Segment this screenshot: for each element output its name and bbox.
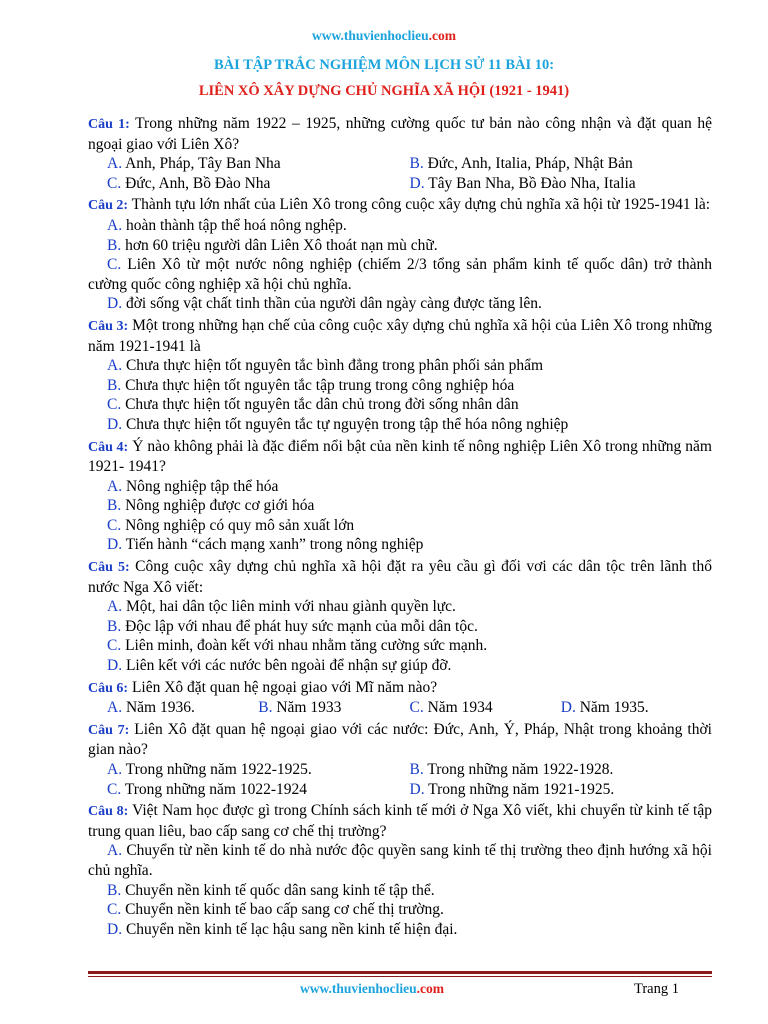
answer-text: Năm 1935. [575,699,649,717]
answer-grid [88,174,712,194]
answer-text: Nông nghiệp có quy mô sản xuất lớn [121,516,355,534]
answer-letter: B. [409,155,424,173]
question-8 [88,801,712,841]
answer-letter: C. [107,637,122,655]
question-text: Việt Nam học được gì trong Chính sách kinh tế mới ở Nga Xô viết, khi chuyển từ kinh tế tập trung quan liêu, bao cấp sang cơ chế thị trường? [88,802,712,840]
answer-option[interactable] [410,780,713,800]
answer-text: Độc lập với nhau để phát huy sức mạnh của mỗi dân tộc. [121,617,478,635]
answer-letter: A. [107,842,123,860]
answer-letter: D. [409,174,425,192]
answer-grid [88,154,712,174]
answer-text: Nông nghiệp được cơ giới hóa [121,497,315,515]
answer-letter: B. [107,236,122,254]
question-label: Câu 4: [88,439,129,455]
question-6 [88,678,712,699]
question-4 [88,437,712,477]
answer-option[interactable] [107,780,410,800]
answer-option[interactable] [410,760,713,780]
answer-grid [88,760,712,780]
answer-option[interactable] [88,516,712,536]
answer-text: Chuyển nền kinh tế lạc hậu sang nền kinh tế hiện đại. [122,920,458,938]
answer-text: Anh, Pháp, Tây Ban Nha [122,155,281,173]
answer-option[interactable] [410,174,713,194]
answer-letter: A. [107,357,123,375]
answer-option[interactable] [88,395,712,415]
answer-letter: B. [107,881,122,899]
answer-letter: B. [107,376,122,394]
question-label: Câu 7: [88,722,130,738]
answer-option[interactable] [88,841,712,880]
answer-text: Năm 1936. [122,699,195,717]
question-label: Câu 2: [88,198,129,214]
answer-letter: D. [107,920,123,938]
question-label: Câu 8: [88,804,129,820]
answer-letter: D. [107,415,123,433]
answer-text: Chưa thực hiện tốt nguyên tắc tự nguyện trong tập thể hóa nông nghiệp [122,415,569,433]
answer-option[interactable] [88,236,712,256]
page-number: Trang 1 [634,981,679,997]
answer-option[interactable] [88,496,712,516]
answer-option[interactable] [410,154,713,174]
footer-divider-thin [88,976,712,977]
answer-option[interactable] [88,881,712,901]
answer-option[interactable] [107,154,410,174]
answer-option[interactable] [88,617,712,637]
answer-option[interactable] [88,535,712,555]
answer-grid [88,698,712,718]
question-label: Câu 1: [88,117,130,132]
answer-option[interactable] [107,174,410,194]
header-site-link[interactable] [0,28,768,44]
question-text: Một trong những hạn chế của công cuộc xây dựng chủ nghĩa xã hội của Liên Xô trong những năm 1921-1941 là [88,316,712,355]
question-text: Thành tựu lớn nhất của Liên Xô trong công cuộc xây dựng chủ nghĩa xã hội từ 1925-1941 là: [128,196,711,214]
answer-text: Chưa thực hiện tốt nguyên tắc tập trung trong công nghiệp hóa [121,376,515,394]
answer-letter: A. [107,216,123,234]
answer-option[interactable] [88,415,712,435]
answer-option[interactable] [88,477,712,497]
site-name: www.thuvienhoclieu [311,28,429,43]
question-text: Công cuộc xây dựng chủ nghĩa xã hội đặt ra yêu cầu gì đối vơi các dân tộc trên lãnh thổ nước Nga Xô viết: [88,558,712,596]
answer-option[interactable] [88,255,712,294]
answer-option[interactable] [88,216,712,236]
question-1 [88,114,712,154]
answer-text: hoàn thành tập thể hoá nông nghệp. [122,216,347,234]
question-7 [88,720,712,760]
answer-text: đời sống vật chất tinh thần của người dân ngày càng được tăng lên. [122,295,542,313]
answer-text: Liên kết với các nước bên ngoài để nhận sự giúp đỡ. [122,657,452,675]
answer-text: Năm 1934 [423,699,493,717]
question-5 [88,557,712,597]
answer-text: Liên Xô từ một nước nông nghiệp (chiếm 2/3 tổng sản phẩm kinh tế quốc dân) trở thành cường quốc công nghiệp xã hội chủ nghĩa. [88,256,712,293]
question-text: Liên Xô đặt quan hệ ngoại giao với Mĩ năm nào? [128,678,438,696]
answer-letter: B. [107,497,122,515]
question-list [88,112,712,939]
answer-letter: A. [107,761,123,778]
answer-option[interactable] [258,698,409,718]
answer-letter: B. [258,699,273,717]
answer-letter: D. [560,699,576,717]
answer-option[interactable] [88,597,712,617]
question-label: Câu 6: [88,680,129,696]
answer-letter: C. [107,174,122,192]
answer-text: Chuyển nền kinh tế bao cấp sang cơ chế thị trường. [121,901,444,919]
answer-text: Tây Ban Nha, Bồ Đào Nha, Italia [424,174,636,192]
question-label: Câu 3: [88,318,129,334]
site-domain: .com [416,981,445,996]
answer-letter: C. [107,780,122,798]
answer-option[interactable] [561,698,712,718]
answer-text: Trong những năm 1921-1925. [424,780,615,798]
answer-text: Đức, Anh, Bồ Đào Nha [121,174,271,192]
answer-text: Tiến hành “cách mạng xanh” trong nông nghiệp [122,536,424,554]
answer-letter: C. [107,256,122,274]
answer-letter: C. [409,699,424,717]
answer-text: Liên minh, đoàn kết với nhau nhằm tăng cường sức mạnh. [121,637,488,655]
question-label: Câu 5: [88,560,130,576]
answer-letter: C. [107,901,122,919]
answer-grid [88,780,712,800]
answer-text: Trong những năm 1022-1924 [121,780,308,798]
answer-letter: C. [107,516,122,534]
answer-text: Một, hai dân tộc liên minh với nhau giành quyền lực. [122,598,456,616]
answer-text: Năm 1933 [272,699,342,717]
answer-option[interactable] [107,698,258,718]
answer-letter: A. [107,477,123,495]
answer-letter: B. [409,761,424,778]
question-text: Liên Xô đặt quan hệ ngoại giao với các nước: Đức, Anh, Ý, Pháp, Nhật trong khoảng thời gian nào? [88,720,712,759]
answer-option[interactable] [88,294,712,314]
answer-letter: A. [107,155,123,173]
answer-text: Trong những năm 1922-1925. [122,761,312,778]
question-3 [88,316,712,356]
answer-letter: C. [107,396,122,414]
site-name: www.thuvienhoclieu [299,981,417,996]
answer-letter: A. [107,699,123,717]
answer-option[interactable] [88,900,712,920]
document-title: BÀI TẬP TRẮC NGHIỆM MÔN LỊCH SỬ 11 BÀI 10: [213,57,555,73]
answer-text: Nông nghiệp tập thể hóa [122,477,279,495]
answer-option[interactable] [88,656,712,676]
answer-option[interactable] [88,920,712,940]
document-subtitle: LIÊN XÔ XÂY DỰNG CHỦ NGHĨA XÃ HỘI (1921 - 1941) [198,83,570,99]
answer-text: Chuyển nền kinh tế quốc dân sang kinh tế tập thể. [121,881,435,899]
site-domain: .com [428,28,457,43]
answer-letter: B. [107,617,122,635]
question-text: Ý nào không phải là đặc điểm nổi bật của nền kinh tế nông nghiệp Liên Xô trong những năm 1921- 1941? [88,437,712,476]
answer-text: hơn 60 triệu người dân Liên Xô thoát nạn mù chữ. [121,236,438,254]
answer-option[interactable] [88,376,712,396]
answer-letter: D. [107,295,123,313]
answer-option[interactable] [107,760,410,780]
answer-text: Chưa thực hiện tốt nguyên tắc dân chủ trong đời sống nhân dân [121,396,519,414]
answer-letter: D. [409,780,425,798]
question-text: Trong những năm 1922 – 1925, những cường quốc tư bản nào công nhận và đặt quan hệ ngoại giao với Liên Xô? [88,115,713,153]
answer-text: Chưa thực hiện tốt nguyên tắc bình đẳng trong phân phối sản phẩm [122,357,544,375]
answer-letter: A. [107,598,123,616]
answer-option[interactable] [410,698,561,718]
answer-text: Đức, Anh, Italia, Pháp, Nhật Bản [423,155,633,173]
question-2 [88,195,712,216]
answer-option[interactable] [88,636,712,656]
answer-letter: D. [107,536,123,554]
footer-divider-thick [88,971,712,974]
answer-letter: D. [107,657,123,675]
answer-text: Chuyển từ nền kinh tế do nhà nước độc quyền sang kinh tế thị trường theo định hướng xã hội chủ nghĩa. [88,842,712,879]
answer-text: Trong những năm 1922-1928. [423,761,614,778]
answer-option[interactable] [88,356,712,376]
